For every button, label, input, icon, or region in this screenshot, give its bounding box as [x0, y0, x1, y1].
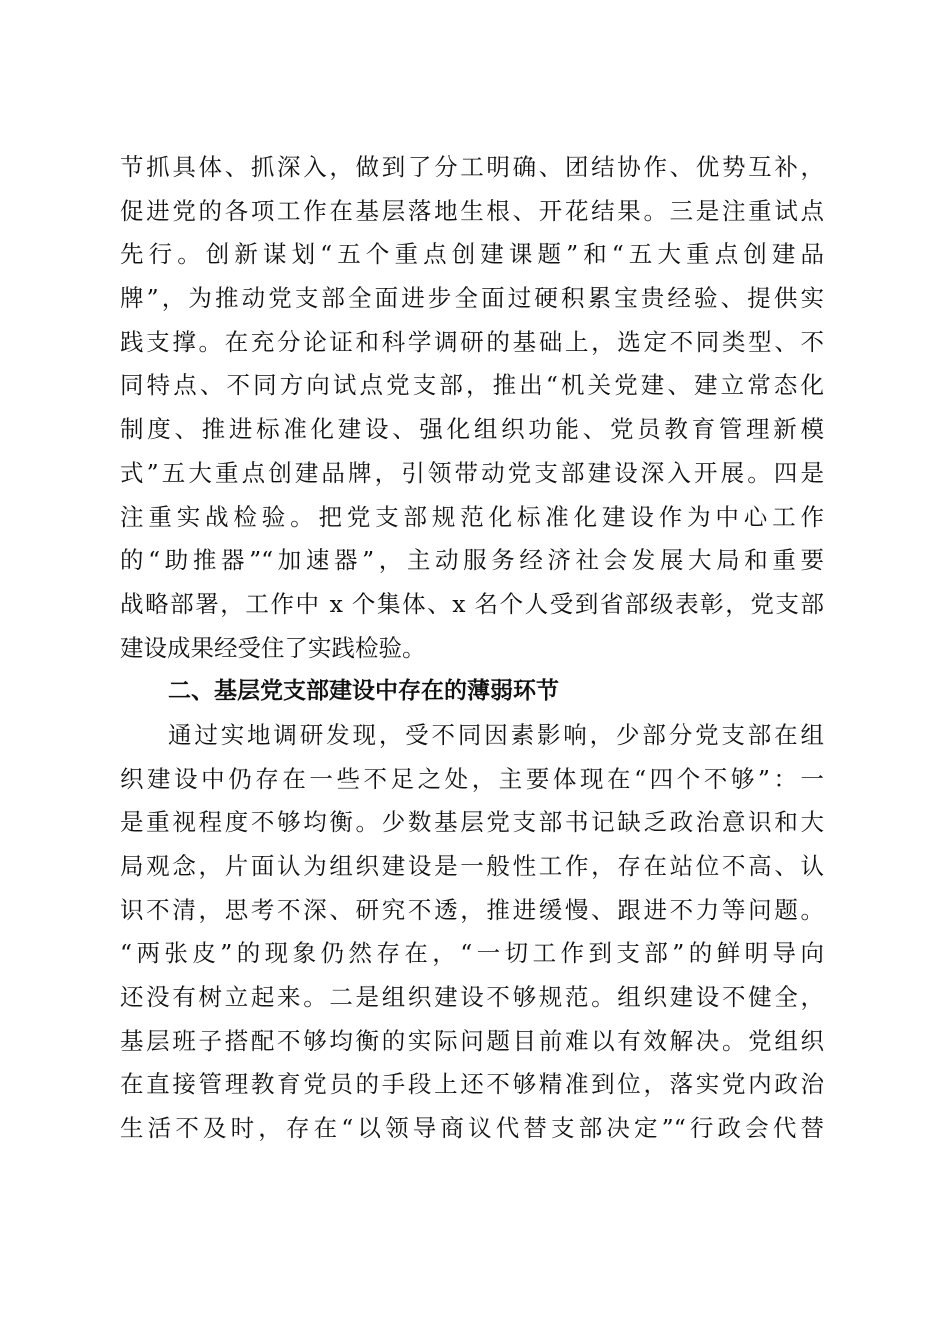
- section-heading: 二、基层党支部建设中存在的薄弱环节: [168, 678, 559, 705]
- body-text-line: 注重实战检验。把党支部规范化标准化建设作为中心工作: [120, 502, 824, 531]
- body-text-line: 建设成果经受住了实践检验。: [120, 633, 426, 662]
- body-text-line: 践支撑。在充分论证和科学调研的基础上，选定不同类型、不: [120, 327, 824, 356]
- body-text-line: 式”五大重点创建品牌，引领带动党支部建设深入开展。四是: [120, 458, 824, 487]
- body-text-line: 通过实地调研发现，受不同因素影响，少部分党支部在组: [168, 720, 824, 749]
- body-text-line: 促进党的各项工作在基层落地生根、开花结果。三是注重试点: [120, 196, 824, 225]
- body-text-line: 的“助推器”“加速器”，主动服务经济社会发展大局和重要: [120, 546, 824, 575]
- body-text-line: 先行。创新谋划“五个重点创建课题”和“五大重点创建品: [120, 240, 824, 269]
- body-text-line: 牌”，为推动党支部全面进步全面过硬积累宝贵经验、提供实: [120, 284, 824, 313]
- body-text-line: 局观念，片面认为组织建设是一般性工作，存在站位不高、认: [120, 852, 824, 880]
- body-text-line: 节抓具体、抓深入，做到了分工明确、团结协作、优势互补，: [120, 153, 824, 181]
- body-text-line: 还没有树立起来。二是组织建设不够规范。组织建设不健全，: [120, 983, 824, 1012]
- body-text-line: 战略部署，工作中 x 个集体、x 名个人受到省部级表彰，党支部: [120, 589, 824, 618]
- body-text-line: 制度、推进标准化建设、强化组织功能、党员教育管理新模: [120, 415, 824, 444]
- body-text-line: 生活不及时，存在“以领导商议代替支部决定”“行政会代替: [120, 1114, 824, 1143]
- body-text-line: 识不清，思考不深、研究不透，推进缓慢、跟进不力等问题。: [120, 895, 824, 924]
- body-text-line: 在直接管理教育党员的手段上还不够精准到位，落实党内政治: [120, 1070, 824, 1099]
- body-text-line: “两张皮”的现象仍然存在，“一切工作到支部”的鲜明导向: [120, 939, 824, 968]
- body-text-line: 同特点、不同方向试点党支部，推出“机关党建、建立常态化: [120, 371, 824, 400]
- document-body: [120, 146, 824, 1151]
- body-text-line: 织建设中仍存在一些不足之处，主要体现在“四个不够”：一: [120, 764, 824, 793]
- body-text-line: 基层班子搭配不够均衡的实际问题目前难以有效解决。党组织: [120, 1026, 824, 1055]
- body-text-line: 是重视程度不够均衡。少数基层党支部书记缺乏政治意识和大: [120, 808, 824, 837]
